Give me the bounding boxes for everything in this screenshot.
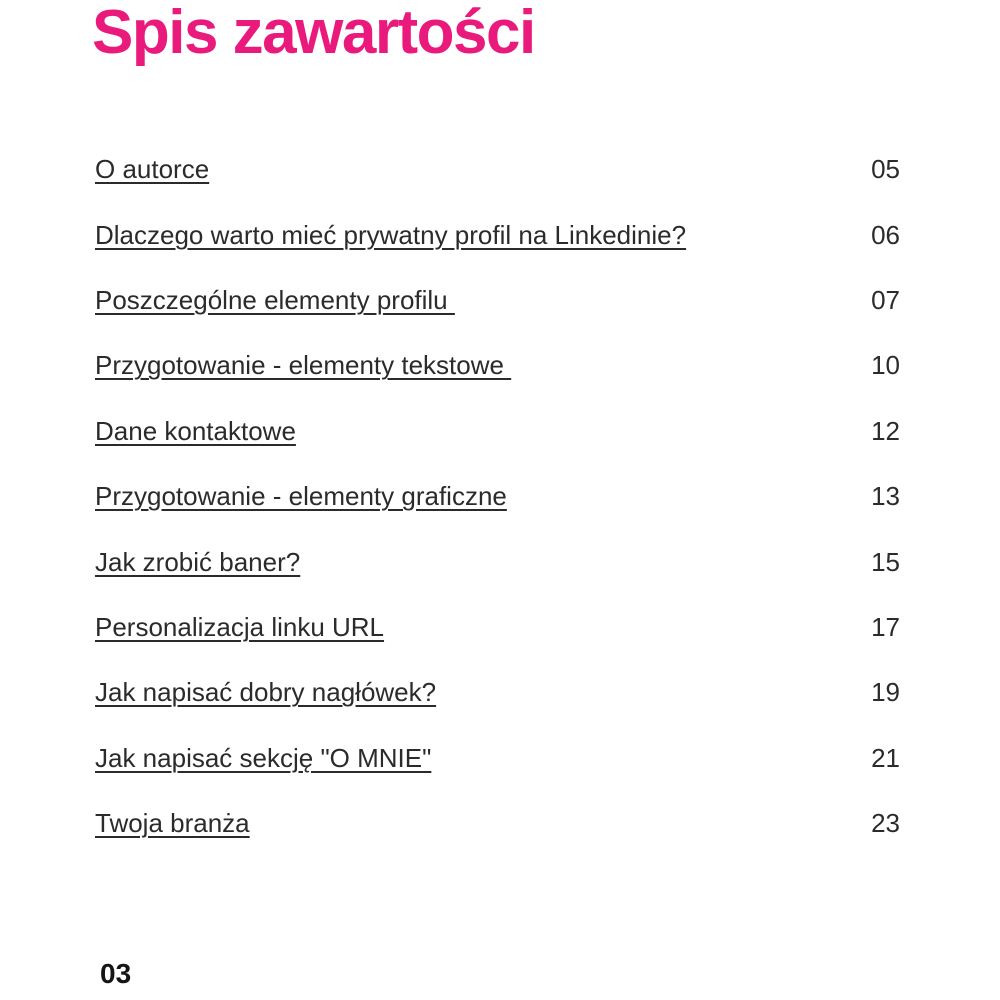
toc-item: [95, 202, 900, 267]
toc-item-page-number: 17: [871, 611, 900, 642]
toc-item-link[interactable]: Przygotowanie - elementy tekstowe: [95, 350, 512, 381]
page-title: Spis zawartości: [92, 0, 535, 67]
toc-item: [95, 595, 900, 660]
toc-item-page-number: 21: [871, 742, 900, 773]
toc-item: [95, 137, 900, 202]
page-number: 03: [100, 958, 132, 989]
toc-item: [95, 333, 900, 398]
toc-item-link[interactable]: Jak napisać dobry nagłówek?: [95, 677, 437, 708]
toc-item: [95, 726, 900, 791]
toc-item-page-number: 13: [871, 481, 900, 512]
toc-item: [95, 660, 900, 725]
toc-item-link[interactable]: O autorce: [95, 154, 210, 185]
toc-item: [95, 529, 900, 594]
toc-item-page-number: 15: [871, 546, 900, 577]
toc-item-page-number: 07: [871, 284, 900, 315]
toc-item-page-number: 23: [871, 808, 900, 839]
toc-item-link[interactable]: Twoja branża: [95, 808, 250, 839]
toc-item-page-number: 05: [871, 154, 900, 185]
toc-item-link[interactable]: Dane kontaktowe: [95, 415, 296, 446]
toc-item: [95, 464, 900, 529]
toc-item-page-number: 12: [871, 415, 900, 446]
toc-item-page-number: 10: [871, 350, 900, 381]
toc-item-link[interactable]: Jak zrobić baner?: [95, 546, 301, 577]
toc-item-link[interactable]: Personalizacja linku URL: [95, 611, 385, 642]
toc-list: [95, 137, 900, 856]
toc-item-page-number: 19: [871, 677, 900, 708]
toc-item: [95, 399, 900, 464]
toc-item-link[interactable]: Jak napisać sekcję "O MNIE": [95, 742, 432, 773]
toc-item-page-number: 06: [871, 219, 900, 250]
toc-item-link[interactable]: Poszczególne elementy profilu: [95, 284, 455, 315]
toc-item: [95, 268, 900, 333]
toc-item-link[interactable]: Dlaczego warto mieć prywatny profil na Linkedinie?: [95, 219, 687, 250]
toc-item: [95, 791, 900, 856]
toc-item-link[interactable]: Przygotowanie - elementy graficzne: [95, 481, 507, 512]
